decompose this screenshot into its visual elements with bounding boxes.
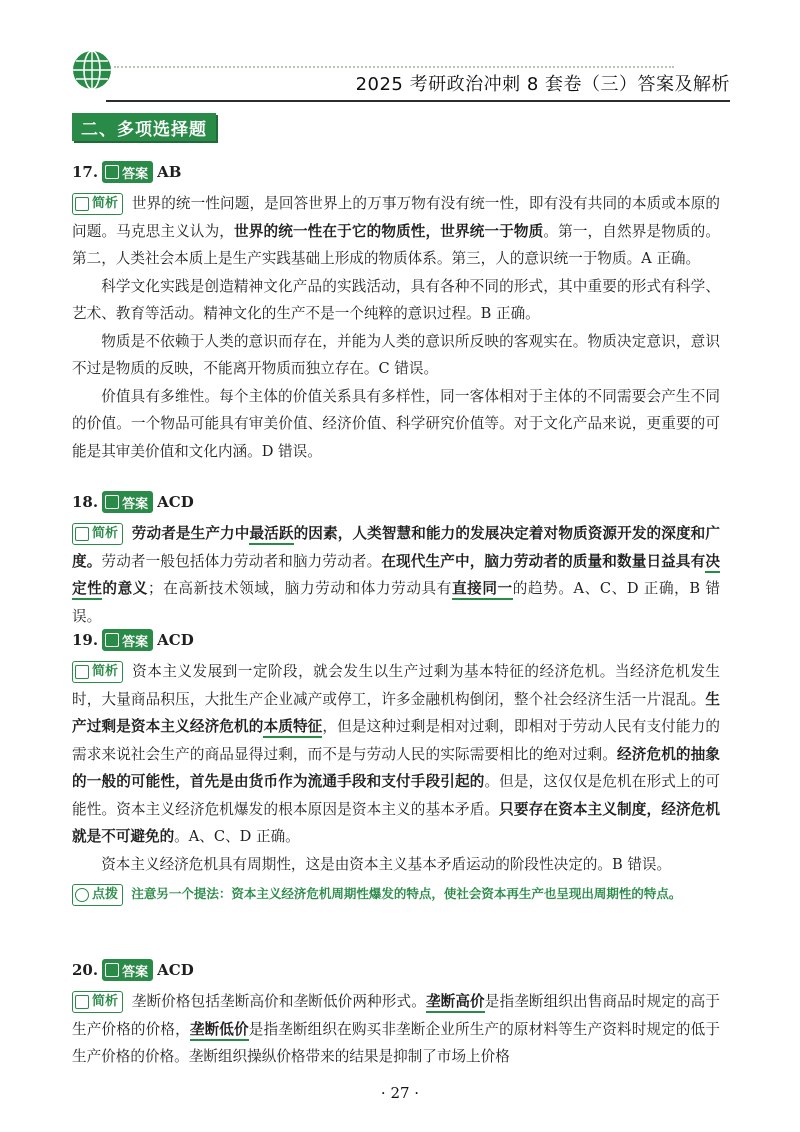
answer-tag bbox=[102, 959, 153, 981]
answer-label: 答案 bbox=[122, 496, 149, 512]
header-rule bbox=[106, 100, 730, 102]
bold-text: 经济危机的抽象的一般的可能性，首先是由货币作为流通手段和支付手段引起的 bbox=[72, 745, 720, 790]
answer-label: 答案 bbox=[122, 634, 149, 650]
paragraph: 科学文化实践是创造精神文化产品的实践活动，具有各种不同的形式，其中重要的形式有科学、艺术、教育等活动。精神文化的生产不是一个纯粹的意识过程。B 正确。 bbox=[72, 277, 720, 322]
question-number: 20. bbox=[72, 961, 99, 979]
section-title: 二、多项选择题 bbox=[72, 113, 216, 141]
analysis-tag bbox=[72, 523, 123, 545]
text: ；在高新技术领域，脑力劳动和体力劳动具有 bbox=[148, 580, 452, 597]
question-number: 19. bbox=[72, 631, 99, 649]
underlined-text: 决定性 bbox=[72, 553, 720, 601]
question-head bbox=[72, 160, 720, 184]
bold-text: 劳动者是生产力中 bbox=[131, 525, 250, 542]
text: 。A、C、D 正确。 bbox=[174, 828, 300, 845]
text: 垄断价格包括垄断高价和垄断低价两种形式。 bbox=[131, 993, 426, 1010]
paragraph: 价值具有多维性。每个主体的价值关系具有多样性，同一客体相对于主体的不同需要会产生不同的价值。一个物品可能具有审美价值、经济价值、科学研究价值等。对于文化产品来说，更重要的可能是其审美价值和文化内涵。D 错误。 bbox=[72, 387, 720, 460]
text: 是指垄断组织在购买非垄断企业所生产的原材料等生产资料时规定的低于生产价格的价格。垄断组织操纵价格带来的结果是抑制了市场上价格 bbox=[72, 1020, 720, 1065]
analysis-label: 简析 bbox=[92, 196, 119, 212]
analysis-label: 简析 bbox=[92, 526, 119, 542]
globe-logo-icon bbox=[70, 48, 114, 92]
pencil-icon bbox=[105, 633, 119, 647]
question-head bbox=[72, 490, 720, 514]
pencil-icon bbox=[105, 165, 119, 179]
bold-text: 生产过剩是资本主义经济危机的 bbox=[72, 690, 720, 735]
answer-tag bbox=[102, 491, 153, 513]
lightbulb-icon bbox=[75, 888, 89, 902]
text: 。第一，自然界是物质的。第二，人类社会本质上是生产实践基础上形成的物质体系。第三，人的意识统一于物质。A 正确。 bbox=[72, 222, 720, 267]
question-19 bbox=[72, 628, 720, 906]
analysis-label: 简析 bbox=[92, 994, 119, 1010]
header-title: 2025 考研政治冲刺 8 套卷（三）答案及解析 bbox=[355, 74, 730, 95]
paragraph: 物质是不依赖于人类的意识而存在，并能为人类的意识所反映的客观实在。物质决定意识，意识不过是物质的反映，不能离开物质而独立存在。C 错误。 bbox=[72, 332, 720, 377]
analysis-paragraph bbox=[72, 520, 720, 630]
text: 。但是，这仅仅是危机在形式上的可能性。资本主义经济危机爆发的根本原因是资本主义的基本矛盾。 bbox=[72, 773, 720, 818]
eye-icon bbox=[75, 197, 89, 211]
analysis-paragraph bbox=[72, 988, 720, 1071]
analysis-paragraph bbox=[72, 658, 720, 851]
underlined-text: 直接同一 bbox=[452, 580, 513, 600]
pencil-icon bbox=[105, 495, 119, 509]
bold-text: 的因素，人类智慧和能力的发展决定着对物质资源开发的深度和广度。 bbox=[72, 525, 720, 570]
answer-value: ACD bbox=[157, 961, 194, 979]
eye-icon bbox=[75, 527, 89, 541]
bold-text: 的意义 bbox=[102, 580, 148, 597]
page-header bbox=[70, 48, 730, 104]
underlined-text: 垄断低价 bbox=[190, 1021, 249, 1041]
question-head bbox=[72, 628, 720, 652]
header-dotted-line bbox=[114, 66, 674, 68]
text: 世界的统一性问题，是回答世界上的万事万物有没有统一性，即有没有共同的本质或本原的问题。马克思主义认为， bbox=[72, 195, 720, 240]
question-head bbox=[72, 958, 720, 982]
bold-text: 在现代生产中，脑力劳动者的质量和数量日益具有 bbox=[381, 552, 706, 570]
question-number: 17. bbox=[72, 163, 99, 181]
answer-label: 答案 bbox=[122, 166, 149, 182]
underlined-text: 本质特征 bbox=[263, 718, 322, 738]
paragraph: 资本主义经济危机具有周期性，这是由资本主义基本矛盾运动的阶段性决定的。B 错误。 bbox=[101, 855, 672, 873]
question-20 bbox=[72, 958, 720, 1071]
answer-tag bbox=[102, 161, 153, 183]
tip-text: 注意另一个提法：资本主义经济危机周期性爆发的特点，使社会资本再生产也呈现出周期性的特点。 bbox=[131, 886, 682, 901]
underlined-text: 垄断高价 bbox=[426, 993, 485, 1013]
tip-paragraph bbox=[72, 882, 720, 906]
tip-tag bbox=[72, 884, 123, 906]
pencil-icon bbox=[105, 963, 119, 977]
question-17 bbox=[72, 160, 720, 465]
underlined-text: 最活跃 bbox=[249, 525, 293, 545]
text: 劳动者一般包括体力劳动者和脑力劳动者。 bbox=[101, 552, 382, 570]
bold-text: 世界的统一性在于它的物质性，世界统一于物质 bbox=[234, 222, 544, 240]
page-number: · 27 · bbox=[380, 1084, 420, 1102]
answer-label: 答案 bbox=[122, 964, 149, 980]
analysis-paragraph bbox=[72, 190, 720, 273]
analysis-tag bbox=[72, 991, 123, 1013]
eye-icon bbox=[75, 665, 89, 679]
tip-label: 点拨 bbox=[92, 887, 119, 902]
question-18 bbox=[72, 490, 720, 630]
answer-value: ACD bbox=[157, 493, 194, 511]
analysis-label: 简析 bbox=[92, 664, 119, 680]
eye-icon bbox=[75, 995, 89, 1009]
answer-value: ACD bbox=[157, 631, 194, 649]
text: 资本主义发展到一定阶段，就会发生以生产过剩为基本特征的经济危机。当经济危机发生时，大量商品积压，大批生产企业减产或停工，许多金融机构倒闭，整个社会经济生活一片混乱。 bbox=[72, 663, 720, 708]
text: 是指垄断组织出售商品时规定的高于生产价格的价格， bbox=[72, 993, 720, 1038]
analysis-tag bbox=[72, 193, 123, 215]
text: ，但是这种过剩是相对过剩，即相对于劳动人民有支付能力的需求来说社会生产的商品显得过剩，而不是与劳动人民的实际需要相比的绝对过剩。 bbox=[72, 718, 720, 763]
bold-text: 只要存在资本主义制度，经济危机就是不可避免的 bbox=[72, 800, 720, 845]
text: 的趋势。A、C、D 正确，B 错误。 bbox=[72, 580, 720, 625]
answer-value: AB bbox=[157, 163, 182, 181]
question-number: 18. bbox=[72, 493, 99, 511]
answer-tag bbox=[102, 629, 153, 651]
analysis-tag bbox=[72, 661, 123, 683]
